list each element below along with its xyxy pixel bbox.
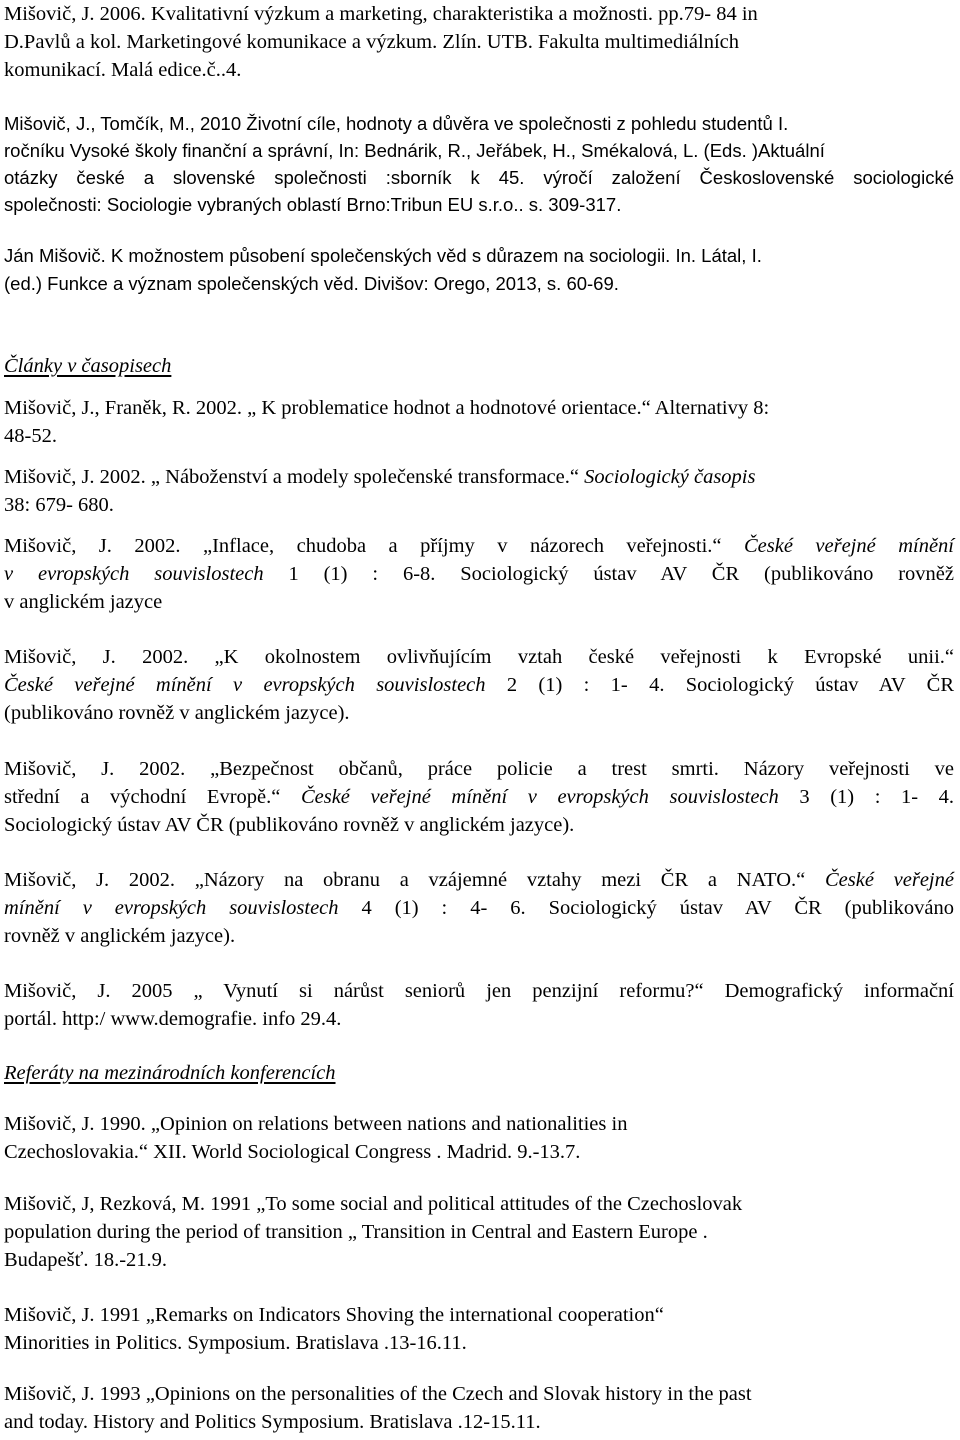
conference-2-line-3: Budapešť. 18.-21.9. <box>4 1249 168 1271</box>
article-6-issue: 4 (1) : 4- 6. Sociologický ústav AV ČR (publikováno <box>338 897 954 919</box>
articles-heading: Články v časopisech <box>4 355 172 377</box>
article-3-line-1 <box>4 536 954 557</box>
article-6-journal: České veřejné <box>824 869 954 891</box>
conference-3-line-2: Minorities in Politics. Symposium. Bratislava .13-16.11. <box>4 1332 467 1354</box>
article-3-journal-cont: v evropských souvislostech <box>4 563 264 585</box>
article-4-journal: České veřejné mínění v evropských souvislostech <box>4 674 486 696</box>
pub-2013-line-1: Ján Mišovič. K možnostem působení společenských věd s důrazem na sociologii. In. Látal, I. <box>4 245 762 266</box>
article-5-line-3: Sociologický ústav AV ČR (publikováno rovněž v anglickém jazyce). <box>4 814 575 836</box>
conference-4-line-2: and today. History and Politics Symposium. Bratislava .12-15.11. <box>4 1411 541 1433</box>
conference-1-line-2: Czechoslovakia.“ XII. World Sociological Congress . Madrid. 9.-13.7. <box>4 1141 581 1163</box>
article-3-line-3: v anglickém jazyce <box>4 591 163 613</box>
article-2-citation: Mišovič, J. 2002. „ Náboženství a modely společenské transformace.“ <box>4 466 585 488</box>
pub-2010-line-2: ročníku Vysoké školy finanční a správní, In: Bednárik, R., Jeřábek, H., Smékalová, L. (Eds. )Aktuální <box>4 140 825 161</box>
pub-2010-line-3: otázky české a slovenské společnosti :sborník k 45. výročí založení Československé sociologické <box>4 167 954 188</box>
conference-2-line-2: population during the period of transition „ Transition in Central and Eastern Europe . <box>4 1221 708 1243</box>
conference-3-line-1: Mišovič, J. 1991 „Remarks on Indicators Shoving the international cooperation“ <box>4 1304 664 1326</box>
pub-2013-line-2: (ed.) Funkce a význam společenských věd. Divišov: Orego, 2013, s. 60-69. <box>4 273 619 294</box>
conference-4-line-1: Mišovič, J. 1993 „Opinions on the personalities of the Czech and Slovak history in the past <box>4 1383 752 1405</box>
pub-2010-line-1: Mišovič, J., Tomčík, M., 2010 Životní cíle, hodnoty a důvěra ve společnosti z pohledu studentů I. <box>4 113 789 134</box>
article-3-journal: České veřejné mínění <box>743 535 954 557</box>
article-3-issue: 1 (1) : 6-8. Sociologický ústav AV ČR (publikováno rovněž <box>263 563 954 585</box>
article-5-journal: České veřejné mínění v evropských souvislostech <box>300 786 779 808</box>
article-6-line-2 <box>4 898 954 919</box>
article-4-line-1: Mišovič, J. 2002. „K okolnostem ovlivňujícím vztah české veřejnosti k Evropské unii.“ <box>4 646 954 668</box>
article-6-line-3: rovněž v anglickém jazyce). <box>4 925 236 947</box>
article-7-line-2: portál. http:/ www.demografie. info 29.4. <box>4 1008 342 1030</box>
article-1-line-2: 48-52. <box>4 425 57 447</box>
article-4-issue: 2 (1) : 1- 4. Sociologický ústav AV ČR <box>485 674 954 696</box>
conference-1-line-1: Mišovič, J. 1990. „Opinion on relations between nations and nationalities in <box>4 1113 628 1135</box>
article-3-line-2 <box>4 564 954 585</box>
article-6-journal-cont: mínění v evropských souvislostech <box>4 897 339 919</box>
article-7-line-1: Mišovič, J. 2005 „ Vynutí si nárůst seniorů jen penzijní reformu?“ Demografický informační <box>4 980 954 1002</box>
article-3-citation: Mišovič, J. 2002. „Inflace, chudoba a příjmy v názorech veřejnosti.“ <box>4 535 744 557</box>
article-2-line-2: 38: 679- 680. <box>4 494 114 516</box>
conference-2-line-1: Mišovič, J, Rezková, M. 1991 „To some social and political attitudes of the Czechoslovak <box>4 1193 743 1215</box>
pub-2006-line-2: D.Pavlů a kol. Marketingové komunikace a výzkum. Zlín. UTB. Fakulta multimediálních <box>4 31 740 53</box>
article-2-journal: Sociologický časopis <box>584 466 756 488</box>
article-4-line-3: (publikováno rovněž v anglickém jazyce). <box>4 702 350 724</box>
pub-2006-line-1: Mišovič, J. 2006. Kvalitativní výzkum a marketing, charakteristika a možnosti. pp.79- 84 in <box>4 3 758 25</box>
conferences-heading: Referáty na mezinárodních konferencích <box>4 1062 336 1084</box>
article-6-line-1 <box>4 870 954 891</box>
article-4-line-2 <box>4 675 954 696</box>
article-1-line-1: Mišovič, J., Franěk, R. 2002. „ K problematice hodnot a hodnotové orientace.“ Alternativy 8: <box>4 397 770 419</box>
article-2-line-1 <box>4 467 755 488</box>
pub-2010-line-4: společnosti: Sociologie vybraných oblastí Brno:Tribun EU s.r.o.. s. 309-317. <box>4 194 622 215</box>
article-5-citation: střední a východní Evropě.“ <box>4 786 301 808</box>
article-5-issue: 3 (1) : 1- 4. <box>778 786 955 808</box>
article-5-line-1: Mišovič, J. 2002. „Bezpečnost občanů, práce policie a trest smrti. Názory veřejnosti ve <box>4 758 954 780</box>
pub-2006-line-3: komunikací. Malá edice.č..4. <box>4 59 242 81</box>
article-6-citation: Mišovič, J. 2002. „Názory na obranu a vzájemné vztahy mezi ČR a NATO.“ <box>4 869 825 891</box>
article-5-line-2 <box>4 787 954 808</box>
